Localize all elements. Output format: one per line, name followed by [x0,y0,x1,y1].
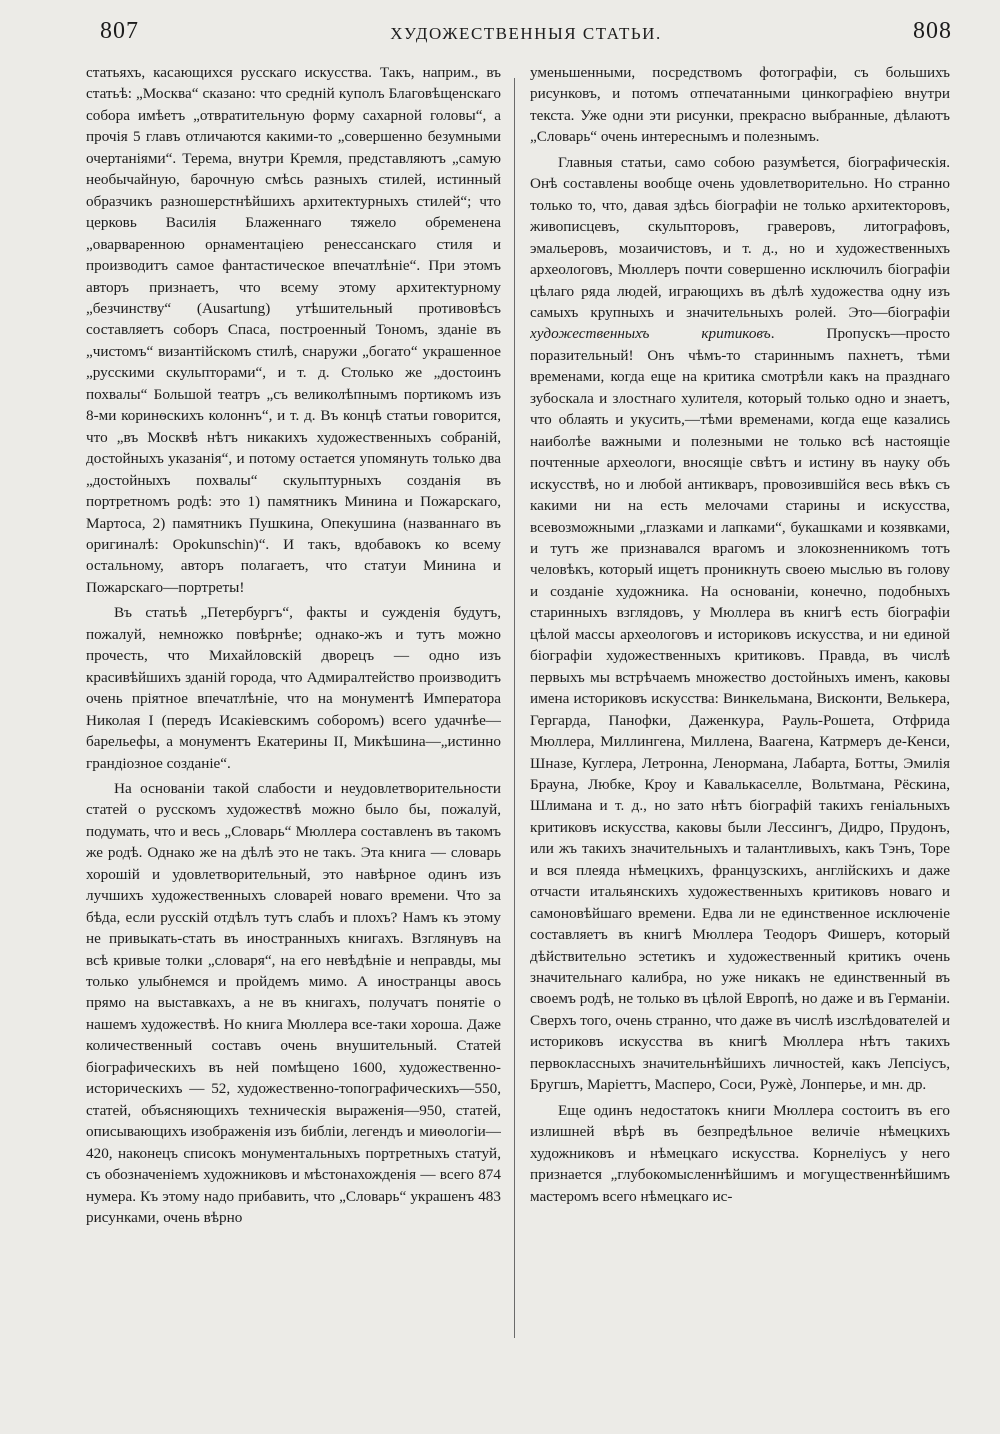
italic-phrase: художественныхъ критиковъ [530,325,771,343]
paragraph: Въ статьѣ „Петербургъ“, факты и сужденія будутъ, пожалуй, немножко повѣрнѣе; однако-жъ и тутъ можно прочесть, что Михайловскій дворецъ — одно изъ красивѣйшихъ зданій города, что Адмиралтейство производитъ очень пріятное впечатлѣніе, что на монументѣ Императора Николая I (передъ Исакіевскимъ соборомъ) всего удачнѣе—барельефы, а монументъ Екатерины II, Микѣшина—„истинно грандіозное созданіе“. [86,604,501,772]
page-header [100,18,952,58]
text-column-left [86,62,501,1372]
page-number-left: 807 [100,18,139,44]
running-title: ХУДОЖЕСТВЕННЫЯ СТАТЬИ. [390,24,662,43]
paragraph: Еще одинъ недостатокъ книги Мюллера состоитъ въ его излишней вѣрѣ въ безпредѣльное величіе нѣмецкихъ художниковъ и нѣмецкаго искусства. Корнеліусъ у него признается „глубокомысленнѣйшимъ и могущественнѣйшимъ мастеромъ всего нѣмецкаго ис- [530,1101,950,1205]
page-number-right: 808 [913,18,952,44]
column-divider [514,78,515,1338]
text-column-right [530,62,950,1372]
paragraph-text: . Пропускъ—просто поразительный! Онъ чѣмъ-то стариннымъ пахнетъ, тѣми временами, когда еще на критика смотрѣли какъ на празднаго зубоскала и злостнаго хулителя, который только одно и знаетъ, что облаять и укусить,—тѣми временами, когда еще казались наиболѣе важными и полезными не только всѣ настоящіе почтенные археологи, вносящіе свѣтъ и истину въ науку объ искусствѣ, но и любой антикваръ, провозившійся весь вѣкъ съ какими ни на есть мелочами старины и искусства, всевозможными „глазками и лапками“, букашками и козявками, и тутъ же признавался врагомъ и злокозненникомъ тотъ человѣкъ, который ищетъ проникнуть своею мыслью въ голову и созданіе художника. На основаніи, конечно, подобныхъ старинныхъ взглядовъ, у Мюллера въ книгѣ есть біографіи цѣлой массы археологовъ и историковъ искусства, и ни единой біографіи художественныхъ критиковъ. Правда, въ числѣ первыхъ мы встрѣчаемъ множество достойныхъ именъ, каковы имена историковъ искусства: Винкельмана, Висконти, Велькера, Гергарда, Панофки, Даженкура, Рауль-Рошета, Отфрида Мюллера, Миллингена, Миллена, Ваагена, Катрмеръ де-Кенси, Шназе, Куглера, Летронна, Ленормана, Лабарта, Ботты, Эмилія Брауна, Любке, Кроу и Кавалькаселле, Вольтмана, Рёскина, Шлимана и т. д., но зато нѣтъ біографій такихъ геніальныхъ критиковъ искусства, каковы были Лессингъ, Дидро, Прудонъ, или жъ такихъ значительныхъ и талантливыхъ, какъ Тэнъ, Торе и вся плеяда нѣмецкихъ, французскихъ, англійскихъ и даже отчасти итальянскихъ художественныхъ критиковъ новаго и самоновѣйшаго времени. Едва ли не единственное исключеніе составляетъ въ книгѣ Мюллера Теодоръ Фишеръ, который дѣйствительно эстетикъ и художественный критикъ очень значительнаго калибра, но уже никакъ не единственный въ своемъ родѣ, не только въ цѣлой Европѣ, но даже и въ Германіи. Сверхъ того, очень странно, что даже въ числѣ изслѣдователей и историковъ искусства въ книгѣ Мюллера нѣтъ такихъ первоклассныхъ значительнѣйшихъ личностей, какъ Лепсіусъ, Бругшъ, Маріеттъ, Масперо, Соси, Ружѐ, Лонперье, и мн. др. [530,325,950,1094]
paragraph-text: Главныя статьи, само собою разумѣется, біографическія. Онѣ составлены вообще очень удовлетворительно. Но странно только то, что, давая здѣсь біографіи не только архитекторовъ, живописцевъ, скульпторовъ, граверовъ, литографовъ, эмальеровъ, мозаичистовъ, и т. д., но и художественныхъ археологовъ, Мюллеръ почти совершенно исключилъ біографіи цѣлаго ряда людей, играющихъ въ дѣлѣ художества одну изъ самыхъ крупныхъ и значительныхъ ролей. Это—біографіи [530,153,950,321]
paragraph: статьяхъ, касающихся русскаго искусства. Такъ, наприм., въ статьѣ: „Москва“ сказано: что средній куполъ Благовѣщенскаго собора имѣетъ „отвратительную форму сахарной головы“, а прочія 5 главъ отличаются какими-то „совершенно безумными очертаніями“. Терема, внутри Кремля, представляютъ „самую необычайную, барочную смѣсь разныхъ стилей, истинный образчикъ разношерстнѣйшихъ архитектурныхъ стилей“; что церковь Василія Блаженнаго тяжело обременена „оварваренною орнаментаціею ренессанскаго стиля и производитъ самое фантастическое впечатлѣніе“. При этомъ авторъ признаетъ, что всему этому архитектурному „безчинству“ (Ausartung) утѣшительный противовѣсъ составляетъ соборъ Спаса, построенный Тономъ, зданіе въ „чистомъ“ византійскомъ стилѣ, снаружи „богато“ украшенное „русскими скульпторами“, и т. д. Столько же „достоинъ похвалы“ Большой театръ „съ великолѣпнымъ портикомъ изъ 8-ми коринѳскихъ колоннъ“, и т. д. Въ концѣ статьи говорится, что „въ Москвѣ нѣтъ никакихъ художественныхъ собраній, достойныхъ указанія“, и потому остается упомянуть только два „достойныхъ похвалы“ скульптурныхъ созданія въ портретномъ родѣ: это 1) памятникъ Минина и Пожарскаго, Мартоса, 2) памятникъ Пушкина, Опекушина (названнаго въ оригиналѣ: Opokunschin)“. И такъ, вдобавокъ ко всему остальному, авторъ полагаетъ, что статуи Минина и Пожарскаго—портреты! [86,64,501,596]
paragraph: На основаніи такой слабости и неудовлетворительности статей о русскомъ художествѣ можно было бы, пожалуй, подумать, что и весь „Словарь“ Мюллера составленъ въ такомъ же родѣ. Однако же на дѣлѣ это не такъ. Эта книга — словарь хорошій и удовлетворительный, это навѣрное одинъ изъ лучшихъ художественныхъ словарей новаго времени. Что за бѣда, если русскій отдѣлъ тутъ слабъ и плохъ? Намъ къ этому не привыкать-стать въ иностранныхъ книгахъ. Взглянувъ на всѣ кривые толки „словаря“, на его невѣдѣніе и неправды, мы только улыбнемся и пройдемъ мимо. А иностранцы авось прямо на выставкахъ, а не въ книгахъ, получатъ понятіе о нашемъ художествѣ. Но книга Мюллера все-таки хороша. Даже количественный составъ очень внушительный. Статей біографическихъ въ ней помѣщено 1600, художественно-историческихъ — 52, художественно-топографическихъ—550, статей, объясняющихъ техническія выраженія—950, статей, описывающихъ изображенія изъ библіи, легендъ и миѳологіи—420, наконецъ списокъ монументальныхъ портретныхъ статуй, съ обозначеніемъ художниковъ и мѣстонахожденія — всего 874 нумера. Къ этому надо прибавить, что „Словарь“ украшенъ 483 рисунками, очень вѣрно [86,779,501,1227]
paragraph: уменьшенными, посредствомъ фотографіи, съ большихъ рисунковъ, и потомъ отпечатанными цинкографіею внутри текста. Уже одни эти рисунки, прекрасно выбранные, дѣлаютъ „Словарь“ очень интереснымъ и полезнымъ. [530,64,950,146]
paragraph [530,152,950,1096]
